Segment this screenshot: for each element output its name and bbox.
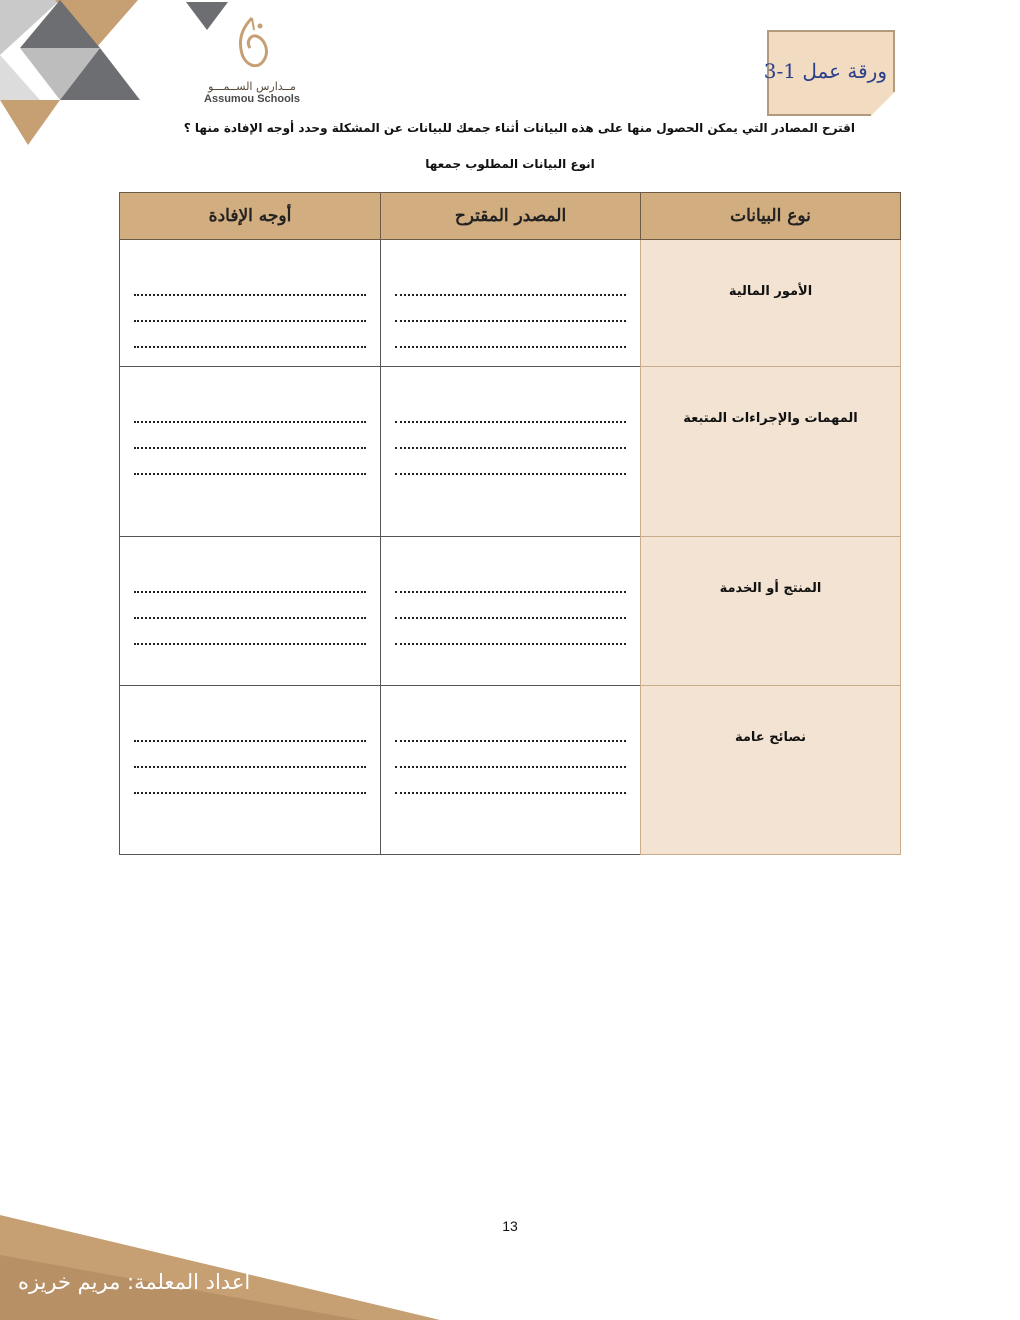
row-type-label: المهمات والإجراءات المتبعة [683, 411, 858, 426]
source-answer-cell[interactable] [381, 686, 641, 855]
table-row [120, 686, 901, 855]
benefit-answer-cell[interactable] [120, 686, 381, 855]
logo-english-name: Assumou Schools [204, 93, 300, 105]
row-type-label: نصائح عامة [734, 730, 807, 745]
source-answer-cell[interactable] [381, 367, 641, 537]
table-row [120, 240, 901, 367]
footer-band [0, 1215, 1020, 1320]
row-type-label: الأمور المالية [728, 284, 813, 299]
logo-arabic-name: مــدارس الســمـــو [208, 80, 296, 93]
table-row [120, 537, 901, 686]
header-data-type: نوع البيانات [641, 193, 901, 240]
logo-emblem-icon [230, 14, 274, 74]
source-answer-cell[interactable] [381, 240, 641, 367]
row-type-label: المنتج أو الخدمة [719, 581, 822, 596]
header-benefits: أوجه الإفادة [120, 193, 381, 240]
table-header-row [120, 193, 901, 240]
table-row [120, 367, 901, 537]
school-logo [200, 14, 304, 105]
question-subtitle: انوع البيانات المطلوب جمعها [425, 157, 595, 171]
row-type-cell [641, 537, 901, 686]
benefit-answer-cell[interactable] [120, 240, 381, 367]
worksheet-badge [763, 30, 895, 116]
data-sources-table [119, 192, 901, 855]
page-curl [871, 92, 895, 116]
row-type-cell [641, 367, 901, 537]
row-type-cell [641, 686, 901, 855]
worksheet-title: ورقة عمل 1-3 [763, 59, 887, 83]
source-answer-cell[interactable] [381, 537, 641, 686]
row-type-cell [641, 240, 901, 367]
question-text: اقترح المصادر التي يمكن الحصول منها على هذه البيانات أثناء جمعك للبيانات عن المشكلة وحدد أوجه الإفادة منها ؟ [183, 121, 855, 135]
benefit-answer-cell[interactable] [120, 367, 381, 537]
prepared-by: أعداد المعلمة: مريم خريزه [18, 1270, 251, 1294]
benefit-answer-cell[interactable] [120, 537, 381, 686]
header-suggested-source: المصدر المقترح [381, 193, 641, 240]
page-number: 13 [502, 1218, 518, 1234]
